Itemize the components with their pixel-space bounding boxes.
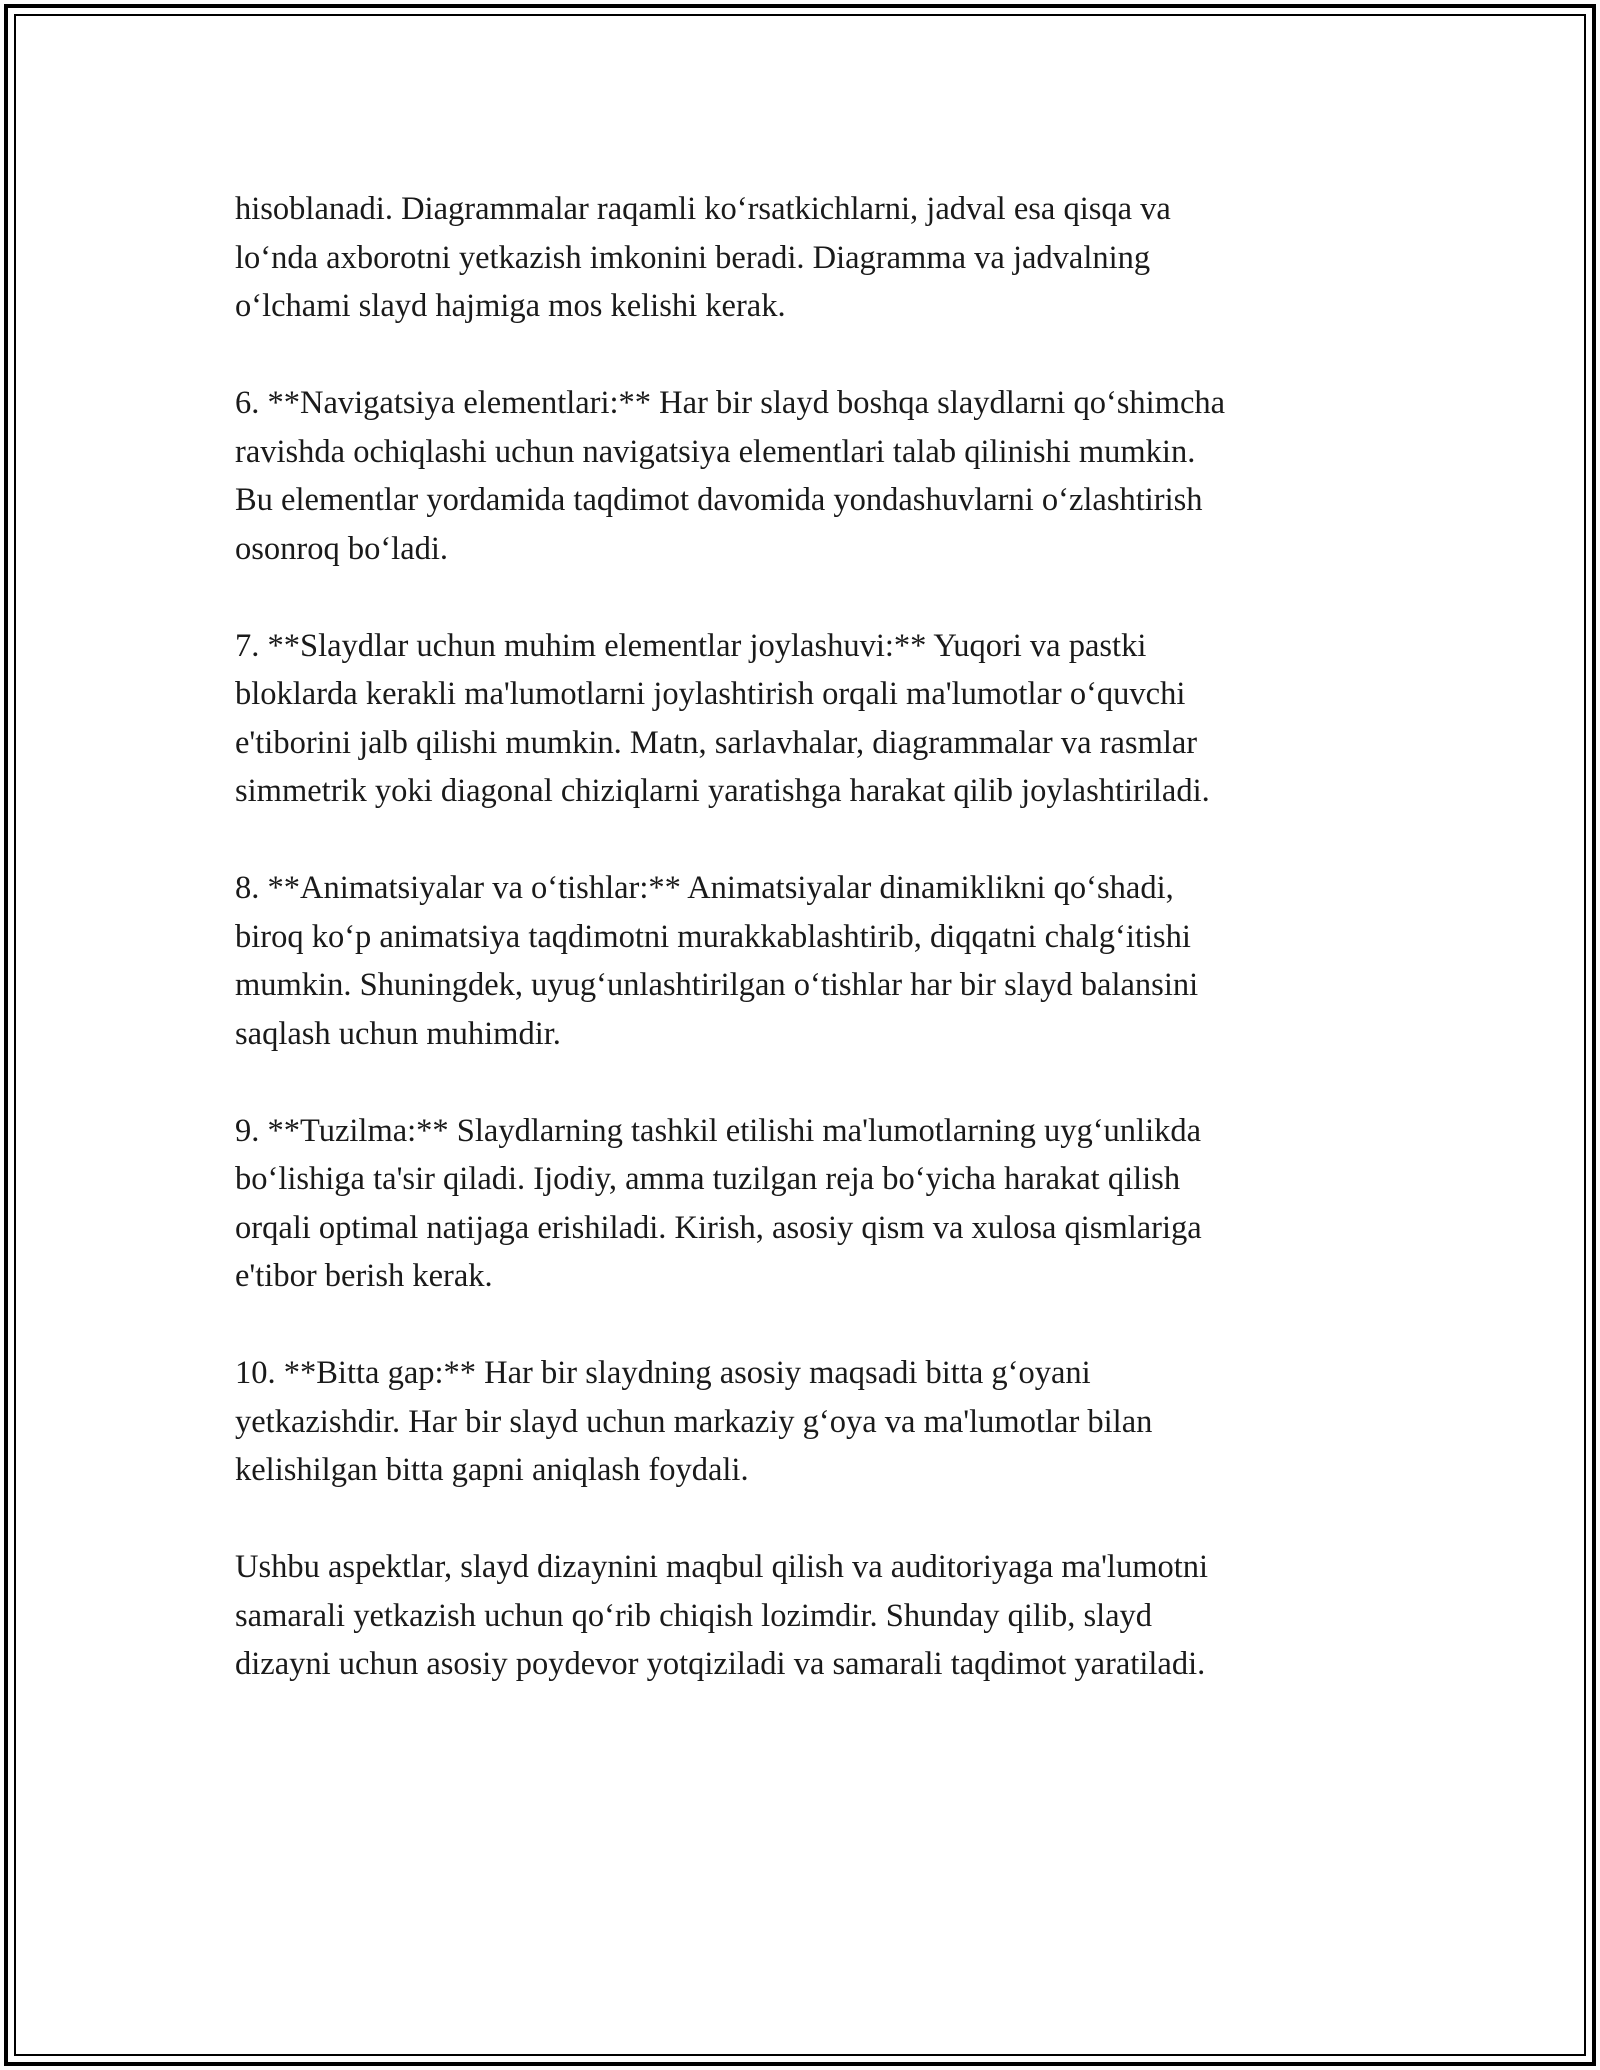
document-body <box>235 185 1375 1737</box>
paragraph-item-6-navigation: 6. **Navigatsiya elementlari:** Har bir slayd boshqa slaydlarni qoʻshimcha ravishda ochiqlashi uchun navigatsiya elementlari talab qilinishi mumkin. Bu elementlar yordamida taqdimot davomida yondashuvlarni oʻzlashtirish osonroq boʻladi. <box>235 385 1226 567</box>
paragraph-item-7-layout: 7. **Slaydlar uchun muhim elementlar joylashuvi:** Yuqori va pastki bloklarda kerakli ma'lumotlarni joylashtirish orqali ma'lumotlar oʻquvchi e'tiborini jalb qilishi mumkin. Matn, sarlavhalar, diagrammalar va rasmlar simmetrik yoki diagonal chiziqlarni yaratishga harakat qilib joylashtiriladi. <box>235 627 1210 809</box>
paragraph-intro-continuation: hisoblanadi. Diagrammalar raqamli koʻrsatkichlarni, jadval esa qisqa va loʻnda axborotni yetkazish imkonini beradi. Diagramma va jadvalning oʻlchami slayd hajmiga mos kelishi kerak. <box>235 191 1171 324</box>
paragraph-item-8-animations: 8. **Animatsiyalar va oʻtishlar:** Animatsiyalar dinamiklikni qoʻshadi, biroq koʻp animatsiya taqdimotni murakkablashtirib, diqqatni chalgʻitishi mumkin. Shuningdek, uyugʻunlashtirilgan oʻtishlar har bir slayd balansini saqlash uchun muhimdir. <box>235 870 1199 1052</box>
paragraph-item-10-single-sentence: 10. **Bitta gap:** Har bir slaydning asosiy maqsadi bitta gʻoyani yetkazishdir. Har bir slayd uchun markaziy gʻoya va ma'lumotlar bilan kelishilgan bitta gapni aniqlash foydali. <box>235 1355 1153 1488</box>
paragraph-conclusion: Ushbu aspektlar, slayd dizaynini maqbul qilish va auditoriyaga ma'lumotni samarali yetkazish uchun qoʻrib chiqish lozimdir. Shunday qilib, slayd dizayni uchun asosiy poydevor yotqiziladi va samarali taqdimot yaratiladi. <box>235 1549 1209 1682</box>
paragraph-item-9-structure: 9. **Tuzilma:** Slaydlarning tashkil etilishi ma'lumotlarning uygʻunlikda boʻlishiga ta'sir qiladi. Ijodiy, amma tuzilgan reja boʻyicha harakat qilish orqali optimal natijaga erishiladi. Kirish, asosiy qism va xulosa qismlariga e'tibor berish kerak. <box>235 1112 1202 1294</box>
